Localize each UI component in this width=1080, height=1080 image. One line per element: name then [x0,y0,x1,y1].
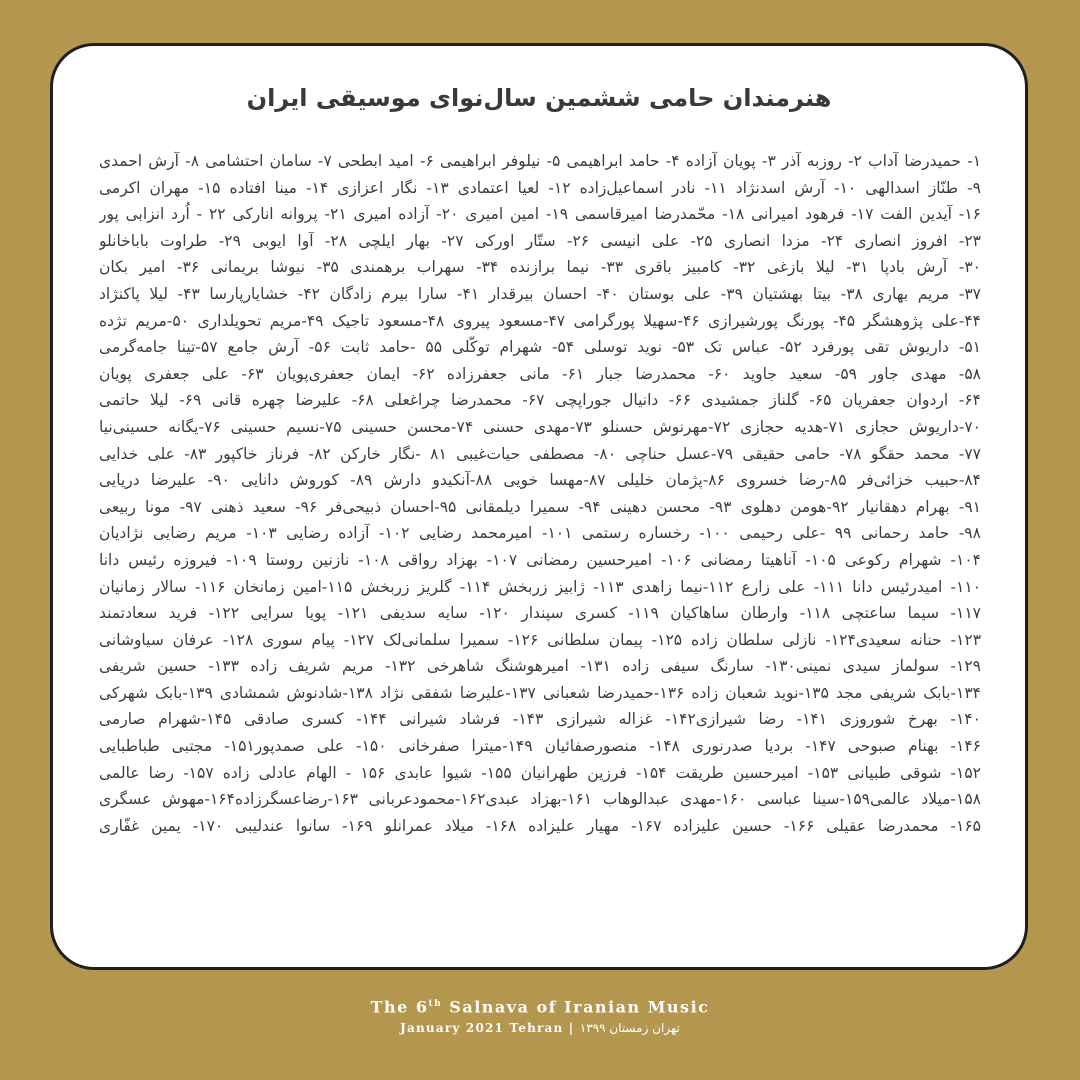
artists-card [50,43,1028,970]
list-line: ۱۱۰- امیدرئیس دانا ۱۱۱- علی زارع ۱۱۲-نیما زاهدی ۱۱۳- ژابیز زربخش ۱۱۴- گلریز زربخش ۱۱۵-امین زمانخان ۱۱۶- سالار زمانیان [99,577,981,596]
list-line: ۳۷- مریم بهاری ۳۸- بیتا بهشتیان ۳۹- علی بوستان ۴۰- احسان بیرقدار ۴۱- سارا بیرم زادگان ۴۲- خشایارپارسا ۴۳- لیلا پاکنژاد [99,284,981,303]
footer-title [0,993,1080,1018]
list-line: ۱۲۳- حنانه سعیدی۱۲۴- نازلی سلطان زاده ۱۲۵- پیمان سلطانی ۱۲۶- سمیرا سلمانی‌لک ۱۲۷- پیام سوری ۱۲۸- عرفان سیاوشانی [99,630,981,649]
list-line: ۷۷- محمد حقگو ۷۸- حامی حقیقی ۷۹-عسل حناچی ۸۰- مصطفی حیات‌غیبی ۸۱ -نگار خارکن ۸۲- فرناز خاکپور ۸۳- علی خدایی [99,444,981,463]
list-line: ۱۵۸-میلاد عالمی۱۵۹-سینا عباسی ۱۶۰-مهدی عبدالوهاب ۱۶۱-بهزاد عبدی۱۶۲-محمودعربانی ۱۶۳-رضاعسگرزاده۱۶۴-مهوش عسگری [99,790,981,809]
list-line: ۱۴۶- بهنام صبوحی ۱۴۷- بردیا صدرنوری ۱۴۸- منصورصفائیان ۱۴۹-میترا صفرخانی ۱۵۰- علی صمدپور۱۵۱- مجتبی طباطبایی [99,737,981,756]
artists-list [99,148,981,839]
footer-title-ordinal: th [428,999,443,1009]
list-line: ۵۱- داریوش تقی پورفرد ۵۲- عباس تک ۵۳- نوید توسلی ۵۴- شهرام توکّلی ۵۵ -حامد ثابت ۵۶- آرش جامع ۵۷-تینا جامه‌گرمی [99,338,981,357]
footer-date [0,1018,1080,1038]
list-line: ۹- طنّاز اسدالهی ۱۰- آرش اسدنژاد ۱۱- نادر اسماعیل‌زاده ۱۲- لعیا اعتمادی ۱۳- نگار اعزازی ۱۴- مینا افتاده ۱۵- مهران اکرمی [99,178,981,197]
list-line: ۱۳۴-بابک شریفی مجد ۱۳۵-نوید شعبان زاده ۱۳۶-حمیدرضا شعبانی ۱۳۷-علیرضا شفقی نژاد ۱۳۸-شادنوش شمشادی ۱۳۹-بابک شهرکی [99,683,981,702]
list-line: ۱۶۵- محمدرضا عقیلی ۱۶۶- حسین علیزاده ۱۶۷- مهیار علیزاده ۱۶۸- میلاد عمرانلو ۱۶۹- سانوا عندلیبی ۱۷۰- یمین غفّاری [99,816,981,835]
list-line: ۸۴-حبیب خزائی‌فر ۸۵-رضا خسروی ۸۶-پژمان خلیلی ۸۷-مهسا خویی ۸۸-آنکیدو دارش ۸۹- کوروش دانایی ۹۰- علیرضا دریایی [99,471,981,490]
list-line: ۷۰-داریوش حجازی ۷۱-هدیه حجازی ۷۲-مهرنوش حسنلو ۷۳-مهدی حسنی ۷۴-محسن حسینی ۷۵-نسیم حسینی ۷۶-یگانه حسینی‌نیا [99,417,981,436]
footer-date-fa: تهران زمستان ۱۳۹۹ [579,1021,680,1036]
list-line: ۹۱- بهرام دهقانیار ۹۲-هومن دهلوی ۹۳- محسن دهینی ۹۴- سمیرا دیلمقانی ۹۵-احسان ذبیحی‌فر ۹۶- سعید ذهنی ۹۷- مونا ربیعی [99,497,981,516]
footer-title-prefix: The 6 [370,997,429,1017]
list-line: ۱- حمیدرضا آداب ۲- روزبه آذر ۳- پویان آزاده ۴- حامد ابراهیمی ۵- نیلوفر ابراهیمی ۶- امید ابطحی ۷- سامان احتشامی ۸- آرش احمدی [99,152,981,170]
list-line: ۱۰۴- شهرام رکوعی ۱۰۵- آناهیتا رمضانی ۱۰۶- امیرحسین رمضانی ۱۰۷- بهزاد رواقی ۱۰۸- نازنین روستا ۱۰۹- فیروزه رئیس دانا [99,550,981,569]
list-line: ۱۱۷- سیما ساعتچی ۱۱۸- وارطان ساهاکیان ۱۱۹- کسری سپندار ۱۲۰- سایه سدیفی ۱۲۱- پویا سرایی ۱۲۲- فرید سعادتمند [99,604,981,623]
list-line: ۱۲۹- سولماز سیدی نمینی۱۳۰- سارنگ سیفی زاده ۱۳۱- امیرهوشنگ شاهرخی ۱۳۲- مریم شریف زاده ۱۳۳- حسین شریفی [99,657,981,676]
list-line: ۶۴- اردوان جعفریان ۶۵- گلناز جمشیدی ۶۶- دانیال جوراپچی ۶۷- محمدرضا چراغعلی ۶۸- علیرضا چهره قانی ۶۹- لیلا حاتمی [99,391,981,410]
list-line: ۵۸- مهدی جاور ۵۹- سعید جاوید ۶۰- محمدرضا جبار ۶۱- مانی جعفرزاده ۶۲- ایمان جعفری‌پویان ۶۳- علی جعفری پویان [99,364,981,383]
footer [0,993,1080,1038]
list-line: ۱۶- آیدین الفت ۱۷- فرهود امیرانی ۱۸- محّمدرضا امیرقاسمی ۱۹- امین امیری ۲۰- آزاده امیری ۲۱- پروانه انارکی ۲۲ - اُرد انزابی پور [99,205,981,224]
list-line: ۱۴۰- بهرخ شوروزی ۱۴۱- رضا شیرازی۱۴۲- غزاله شیرازی ۱۴۳- فرشاد شیرانی ۱۴۴- کسری صادقی ۱۴۵-شهرام صارمی [99,710,981,729]
page-title: هنرمندان حامی ششمین سال‌نوای موسیقی ایران [246,84,832,112]
list-line: ۲۳- افروز انصاری ۲۴- مزدا انصاری ۲۵- علی انیسی ۲۶- ستّار اورکی ۲۷- بهار ایلچی ۲۸- آوا ایوبی ۲۹- طراوت باباخانلو [99,231,981,250]
footer-date-en: January 2021 Tehran | [400,1021,580,1036]
footer-title-suffix: Salnava of Iranian Music [442,997,710,1017]
list-line: ۱۵۲- شوقی طبیانی ۱۵۳- امیرحسین طریقت ۱۵۴- فرزین طهرانیان ۱۵۵- شیوا عابدی ۱۵۶ - الهام عادلی زاده ۱۵۷- رضا عالمی [99,763,981,782]
list-line: ۹۸- حامد رحمانی ۹۹ -علی رحیمی ۱۰۰- رخساره رستمی ۱۰۱- امیرمحمد رضایی ۱۰۲- آزاده رضایی ۱۰۳- مریم رضایی نژادیان [99,524,981,543]
list-line: ۴۴-علی پژوهشگر ۴۵- پورنگ پورشیرازی ۴۶-سهیلا پورگرامی ۴۷-مسعود پیروی ۴۸-مسعود تاجیک ۴۹-مریم تحویلداری ۵۰-مریم تژده [99,311,981,330]
list-line: ۳۰- آرش بادپا ۳۱- لیلا بازغی ۳۲- کامبیز باقری ۳۳- نیما برازنده ۳۴- سهراب برهمندی ۳۵- نیوشا بریمانی ۳۶- امیر بکان [99,258,981,277]
